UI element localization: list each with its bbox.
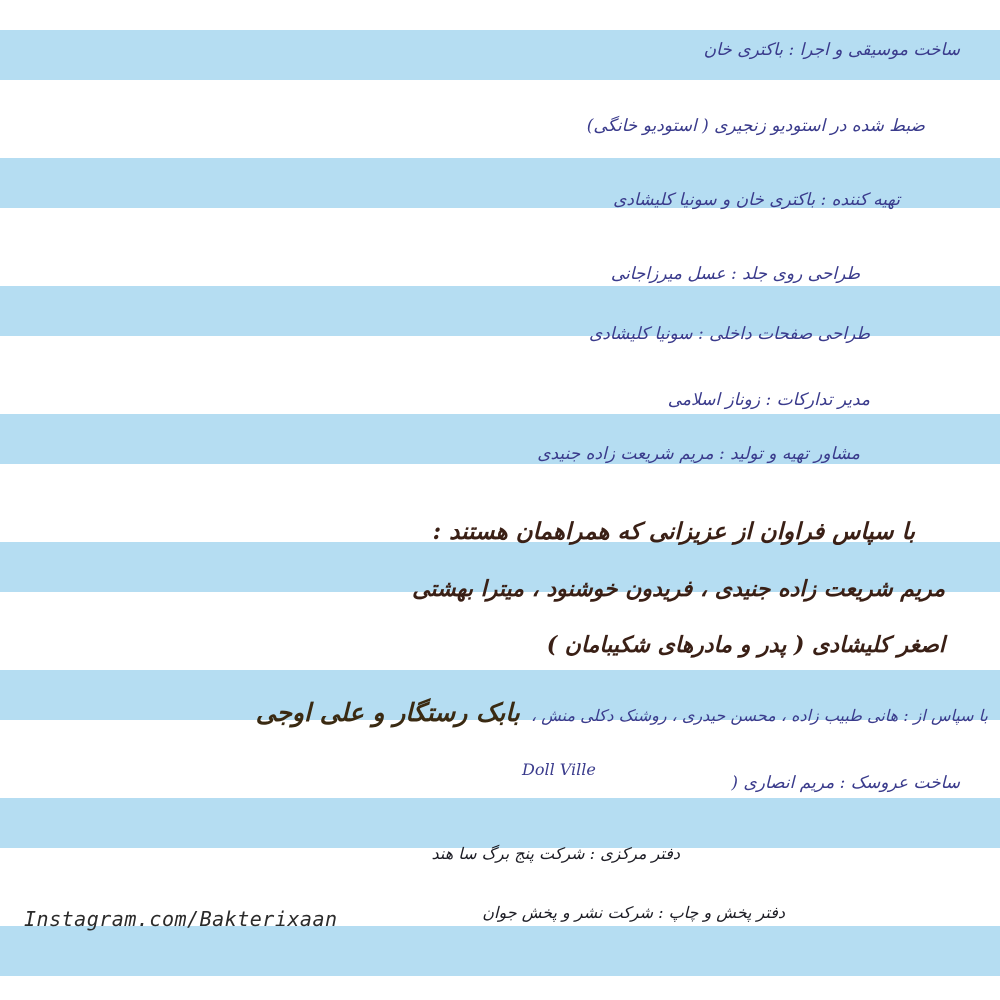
doll-brand: Doll Ville — [522, 760, 596, 779]
thanks-also-prefix: با سپاس از : هانی طبیب زاده ، محسن حیدری ، روشنک دکلی منش ، — [530, 706, 988, 725]
distribution-line: دفتر پخش و چاپ : شرکت نشر و پخش جوان — [482, 903, 785, 922]
credit-producer: تهیه کننده : باکتری خان و سونیا کلیشادی — [613, 190, 900, 210]
thanks-also-line — [256, 700, 988, 725]
credit-recording: ضبط شده در استودیو زنجیری ( استودیو خانگی) — [586, 116, 925, 136]
office-line: دفتر مرکزی : شرکت پنج برگ سا هند — [431, 844, 680, 863]
doll-credit — [731, 775, 960, 792]
thanks-names-line-2: اصغر کلیشادی ( پدر و مادرهای شکیبامان ) — [546, 632, 945, 658]
credit-logistics: مدیر تدارکات : زوناز اسلامی — [667, 390, 870, 410]
instagram-handle: Instagram.com/Bakterixaan — [24, 907, 338, 931]
credit-music: ساخت موسیقی و اجرا : باکتری خان — [703, 40, 960, 60]
thanks-heading: با سپاس فراوان از عزیزانی که همراهمان هستند : — [432, 518, 915, 545]
doll-credit-prefix: ساخت عروسک : مریم انصاری ( — [731, 773, 960, 793]
credit-advisor: مشاور تهیه و تولید : مریم شریعت زاده جنیدی — [537, 444, 860, 464]
credit-inner-design: طراحی صفحات داخلی : سونیا کلیشادی — [589, 324, 870, 344]
credit-cover-design: طراحی روی جلد : عسل میرزاجانی — [610, 264, 860, 284]
thanks-names-line-1: مریم شریعت زاده جنیدی ، فریدون خوشنود ، میترا بهشتی — [412, 576, 945, 602]
thanks-also-emphasis: بابک رستگار و علی اوجی — [255, 698, 520, 727]
